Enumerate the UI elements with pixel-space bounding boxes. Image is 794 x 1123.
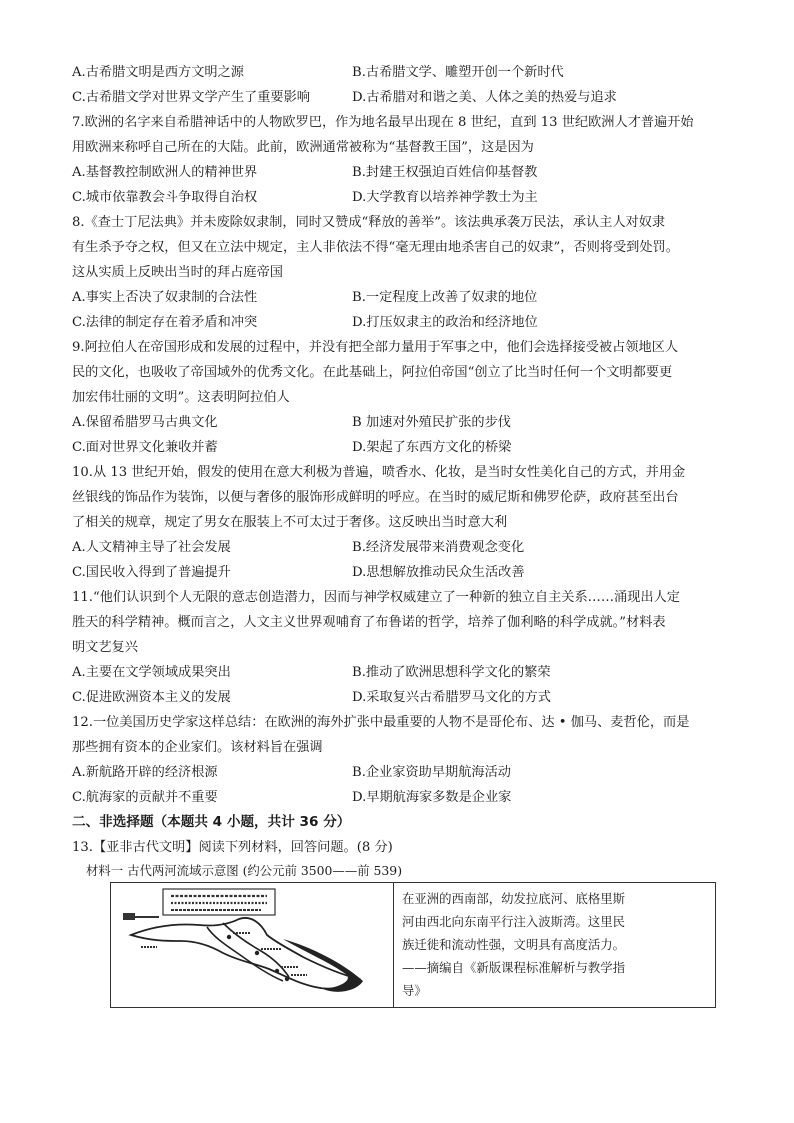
- two-rivers-map: [111, 883, 394, 1007]
- q12-options-row2: [72, 785, 724, 810]
- q11-stem-line2: 胜天的科学精神。概而言之，人文主义世界观哺育了布鲁诺的哲学，培养了伽利略的科学成就。”材料表: [72, 615, 666, 630]
- q13-stem-line1: 13.【亚非古代文明】阅读下列材料，回答问题。(8 分): [72, 840, 393, 855]
- q7-options-row1: [72, 160, 724, 185]
- q8-stem-line3: 这从实质上反映出当时的拜占庭帝国: [72, 265, 283, 280]
- q6-option-b[interactable]: B.古希腊文学、雕塑开创一个新时代: [352, 65, 564, 80]
- q9-option-a[interactable]: A.保留希腊罗马古典文化: [72, 415, 218, 430]
- q7-option-b[interactable]: B.封建王权强迫百姓信仰基督教: [352, 165, 538, 180]
- q10-option-c[interactable]: C.国民收入得到了普遍提升: [72, 565, 231, 580]
- q10-option-a[interactable]: A.人文精神主导了社会发展: [72, 540, 231, 555]
- material1-text-line2: 河由西北向东南平行注入波斯湾。这里民: [402, 914, 626, 929]
- q9-options-row1: [72, 410, 724, 435]
- exam-page: [72, 60, 724, 1008]
- q11-option-c[interactable]: C.促进欧洲资本主义的发展: [72, 690, 231, 705]
- q12-option-c[interactable]: C.航海家的贡献并不重要: [72, 790, 218, 805]
- q11-stem-line1: 11.“他们认识到个人无限的意志创造潜力，因而与神学权威建立了一种新的独立自主关系……涌现出人定: [72, 590, 680, 605]
- q9-stem-line1: 9.阿拉伯人在帝国形成和发展的过程中，并没有把全部力量用于军事之中，他们会选择接受被占领地区人: [72, 340, 679, 355]
- q8-option-b[interactable]: B.一定程度上改善了奴隶的地位: [352, 290, 538, 305]
- q11-options-row2: [72, 685, 724, 710]
- material1-text-line3: 族迁徙和流动性强，文明具有高度活力。: [402, 937, 626, 952]
- q8-option-a[interactable]: A.事实上否决了奴隶制的合法性: [72, 290, 258, 305]
- q6-options-row1: [72, 60, 724, 85]
- q8-options-row1: [72, 285, 724, 310]
- q9-option-c[interactable]: C.面对世界文化兼收并蓄: [72, 440, 218, 455]
- q6-option-a[interactable]: A.古希腊文明是西方文明之源: [72, 65, 244, 80]
- q8-stem-line2: 有生杀予夺之权，但又在立法中规定，主人非依法不得“毫无理由地杀害自己的奴隶”，否则将受到处罚。: [72, 240, 679, 255]
- q7-option-a[interactable]: A.基督教控制欧洲人的精神世界: [72, 165, 258, 180]
- q10-options-row2: [72, 560, 724, 585]
- material1-box: [110, 882, 716, 1008]
- q10-option-d[interactable]: D.思想解放推动民众生活改善: [352, 565, 525, 580]
- q11-option-a[interactable]: A.主要在文学领域成果突出: [72, 665, 231, 680]
- q8-option-d[interactable]: D.打压奴隶主的政治和经济地位: [352, 315, 538, 330]
- q12-stem-line2: 那些拥有资本的企业家们。该材料旨在强调: [72, 740, 323, 755]
- material1-source-line2: 导》: [402, 983, 427, 998]
- q7-option-c[interactable]: C.城市依靠教会斗争取得自治权: [72, 190, 258, 205]
- q9-options-row2: [72, 435, 724, 460]
- q12-option-a[interactable]: A.新航路开辟的经济根源: [72, 765, 218, 780]
- q7-options-row2: [72, 185, 724, 210]
- section2-heading: 二、非选择题（本题共 4 小题，共计 36 分）: [72, 814, 351, 830]
- q7-stem-line1: 7.欧洲的名字来自希腊神话中的人物欧罗巴，作为地名最早出现在 8 世纪，直到 13 世纪欧洲人才普遍开始: [72, 115, 694, 130]
- q11-option-d[interactable]: D.采取复兴古希腊罗马文化的方式: [352, 690, 551, 705]
- q12-option-d[interactable]: D.早期航海家多数是企业家: [352, 790, 512, 805]
- q12-option-b[interactable]: B.企业家资助早期航海活动: [352, 765, 511, 780]
- q8-options-row2: [72, 310, 724, 335]
- q10-option-b[interactable]: B.经济发展带来消费观念变化: [352, 540, 525, 555]
- q12-options-row1: [72, 760, 724, 785]
- q7-stem-line2: 用欧洲来称呼自己所在的大陆。此前，欧洲通常被称为“基督教王国”，这是因为: [72, 140, 534, 155]
- q6-option-d[interactable]: D.古希腊对和谐之美、人体之美的热爱与追求: [352, 90, 617, 105]
- material1-source-line1: ——摘编自《新版课程标准解析与教学指: [402, 960, 626, 975]
- q11-stem-line3: 明文艺复兴: [72, 640, 138, 655]
- q9-stem-line2: 民的文化，也吸收了帝国域外的优秀文化。在此基础上，阿拉伯帝国“创立了比当时任何一个文明都要更: [72, 365, 673, 380]
- q10-stem-line3: 了相关的规章，规定了男女在服装上不可太过于奢侈。这反映出当时意大利: [72, 515, 508, 530]
- material1-text: [394, 883, 715, 1007]
- q11-options-row1: [72, 660, 724, 685]
- q11-option-b[interactable]: B.推动了欧洲思想科学文化的繁荣: [352, 665, 551, 680]
- q7-option-d[interactable]: D.大学教育以培养神学教士为主: [352, 190, 538, 205]
- q8-stem-line1: 8.《查士丁尼法典》并未废除奴隶制，同时又赞成“释放的善举”。该法典承袭万民法，承认主人对奴隶: [72, 215, 666, 230]
- q9-option-d[interactable]: D.架起了东西方文化的桥梁: [352, 440, 512, 455]
- q12-stem-line1: 12.一位美国历史学家这样总结：在欧洲的海外扩张中最重要的人物不是哥伦布、达 • 伽马、麦哲伦，而是: [72, 715, 690, 730]
- material1-text-line1: 在亚洲的西南部，幼发拉底河、底格里斯: [402, 891, 626, 906]
- q6-option-c[interactable]: C.古希腊文学对世界文学产生了重要影响: [72, 90, 310, 105]
- q10-stem-line1: 10.从 13 世纪开始，假发的使用在意大利极为普遍，喷香水、化妆，是当时女性美化自己的方式，并用金: [72, 465, 686, 480]
- q10-options-row1: [72, 535, 724, 560]
- material1-title: 材料一 古代两河流域示意图 (约公元前 3500——前 539): [86, 863, 403, 878]
- q6-options-row2: [72, 85, 724, 110]
- q9-stem-line3: 加宏伟壮丽的文明”。这表明阿拉伯人: [72, 390, 290, 405]
- q8-option-c[interactable]: C.法律的制定存在着矛盾和冲突: [72, 315, 258, 330]
- q10-stem-line2: 丝银线的饰品作为装饰，以便与奢侈的服饰形成鲜明的呼应。在当时的威尼斯和佛罗伦萨，政府甚至出台: [72, 490, 679, 505]
- q9-option-b[interactable]: B 加速对外殖民扩张的步伐: [352, 415, 511, 430]
- two-rivers-map-drawing: [111, 883, 393, 1007]
